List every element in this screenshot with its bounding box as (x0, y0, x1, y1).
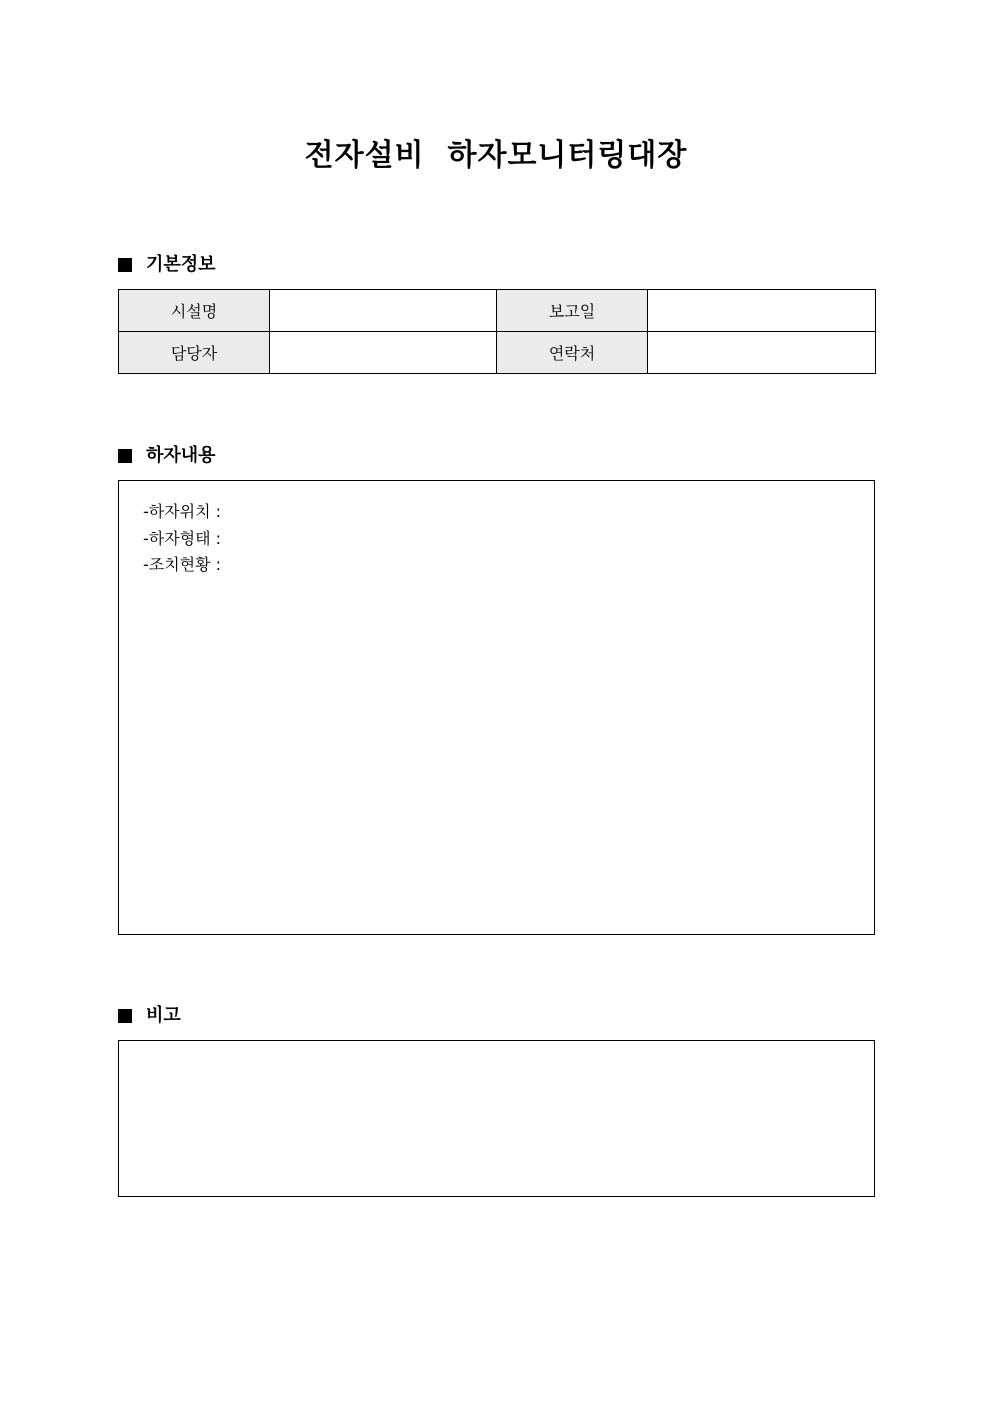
manager-field[interactable] (270, 332, 497, 374)
square-bullet-icon (118, 1009, 132, 1023)
facility-name-label: 시설명 (119, 290, 270, 332)
contact-label: 연락처 (497, 332, 648, 374)
manager-label: 담당자 (119, 332, 270, 374)
basic-info-table (118, 289, 876, 374)
report-date-label: 보고일 (497, 290, 648, 332)
document-title: 전자설비 하자모니터링대장 (304, 138, 688, 173)
defect-location-line: -하자위치 : (143, 502, 222, 521)
action-status-line: -조치현황 : (143, 555, 222, 574)
section-heading-label: 비고 (146, 1005, 181, 1026)
table-row (119, 290, 876, 332)
defect-content-lines (143, 499, 221, 579)
defect-content-box[interactable] (118, 480, 875, 935)
section-heading-defect-content (118, 444, 216, 468)
table-row (119, 332, 876, 374)
report-date-field[interactable] (648, 290, 876, 332)
section-heading-label: 하자내용 (146, 445, 216, 466)
section-heading-remarks (118, 1004, 181, 1028)
contact-field[interactable] (648, 332, 876, 374)
remarks-box[interactable] (118, 1040, 875, 1197)
square-bullet-icon (118, 449, 132, 463)
facility-name-field[interactable] (270, 290, 497, 332)
section-heading-label: 기본정보 (146, 254, 216, 275)
defect-type-line: -하자형태 : (143, 528, 222, 548)
section-heading-basic-info (118, 253, 216, 277)
square-bullet-icon (118, 258, 132, 272)
